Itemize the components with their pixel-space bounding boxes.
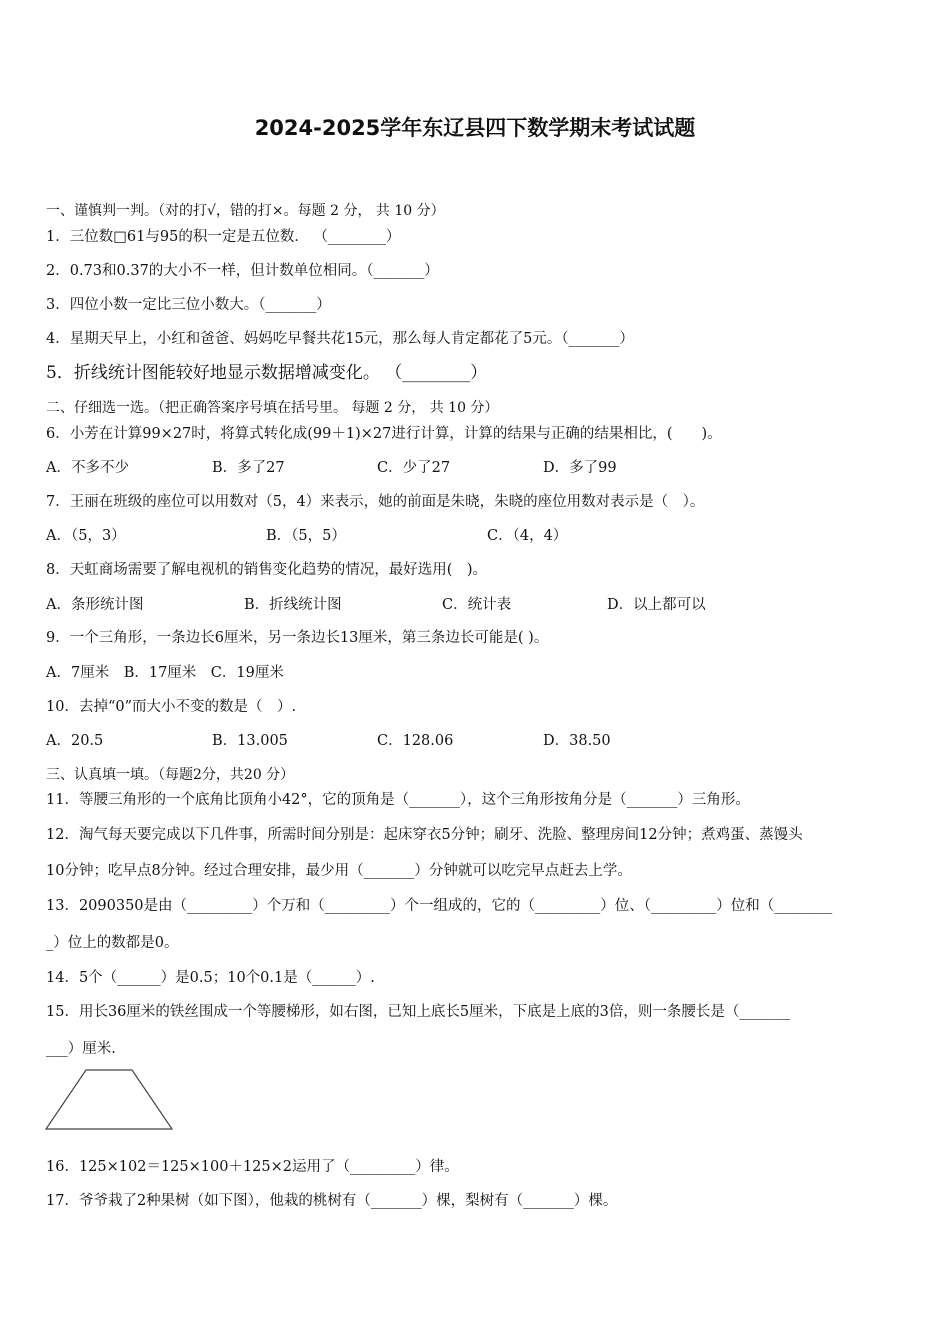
question-8: 8．天虹商场需要了解电视机的销售变化趋势的情况，最好选用( )。 xyxy=(46,562,488,578)
question-9: 9．一个三角形，一条边长6厘米，另一条边长13厘米，第三条边长可能是( )。 xyxy=(46,630,549,646)
q7-option-b: B．（5，5） xyxy=(266,528,346,544)
page-title: 2024-2025学年东辽县四下数学期末考试试题 xyxy=(254,116,696,140)
question-7: 7．王丽在班级的座位可以用数对（5，4）来表示，她的前面是朱晓，朱晓的座位用数对表示是（ ）。 xyxy=(46,494,705,510)
q6-option-c: C．少了27 xyxy=(377,460,451,476)
q6-option-d: D．多了99 xyxy=(543,460,617,476)
q10-option-a: A．20.5 xyxy=(46,733,104,749)
section-heading-fill: 三、认真填一填。（每题2分，共20 分） xyxy=(46,767,295,783)
question-6: 6．小芳在计算99×27时，将算式转化成(99＋1)×27进行计算，计算的结果与正确的结果相比，( )。 xyxy=(46,426,722,442)
question-17: 17．爷爷栽了2种果树（如下图），他栽的桃树有（_______）棵，梨树有（_______）棵。 xyxy=(46,1193,618,1209)
q10-option-b: B．13.005 xyxy=(212,733,288,749)
q8-option-a: A．条形统计图 xyxy=(46,597,144,613)
section-heading-judge: 一、谨慎判一判。（对的打√，错的打×。每题 2 分， 共 10 分） xyxy=(46,203,445,219)
question-12-line-1: 12．淘气每天要完成以下几件事，所需时间分别是：起床穿衣5分钟；刷牙、洗脸、整理房间12分钟；煮鸡蛋、蒸馒头 xyxy=(46,827,803,843)
question-5: 5．折线统计图能较好地显示数据增减变化。 （________） xyxy=(46,363,488,383)
question-11: 11．等腰三角形的一个底角比顶角小42°，它的顶角是（_______），这个三角形按角分是（_______）三角形。 xyxy=(46,792,750,808)
question-10: 10．去掉“0”而大小不变的数是（ ）. xyxy=(46,699,297,715)
q6-option-b: B．多了27 xyxy=(212,460,285,476)
question-15-line-1: 15．用长36厘米的铁丝围成一个等腰梯形，如右图，已知上底长5厘米，下底是上底的3倍，则一条腰长是（_______ xyxy=(46,1004,791,1020)
q9-options: A．7厘米 B．17厘米 C．19厘米 xyxy=(46,665,284,681)
q8-option-b: B．折线统计图 xyxy=(244,597,342,613)
section-heading-choice: 二、仔细选一选。（把正确答案序号填在括号里。 每题 2 分， 共 10 分） xyxy=(46,400,499,416)
q7-option-c: C．（4，4） xyxy=(487,528,568,544)
q10-option-d: D．38.50 xyxy=(543,733,611,749)
q8-option-d: D．以上都可以 xyxy=(607,597,706,613)
q10-option-c: C．128.06 xyxy=(377,733,454,749)
question-1: 1．三位数□61与95的积一定是五位数． （________） xyxy=(46,229,401,245)
trapezoid-shape xyxy=(46,1070,172,1129)
question-3: 3．四位小数一定比三位小数大。（_______） xyxy=(46,297,331,313)
question-14: 14．5个（______）是0.5；10个0.1是（______）. xyxy=(46,970,375,986)
question-16: 16．125×102＝125×100＋125×2运用了（_________）律。 xyxy=(46,1159,459,1175)
question-15-line-2: ___）厘米. xyxy=(46,1041,116,1057)
question-12-line-2: 10分钟；吃早点8分钟。经过合理安排，最少用（_______）分钟就可以吃完早点赶去上学。 xyxy=(46,863,632,879)
q8-option-c: C．统计表 xyxy=(442,597,512,613)
q6-option-a: A．不多不少 xyxy=(46,460,129,476)
q7-option-a: A．（5，3） xyxy=(46,528,126,544)
question-2: 2．0.73和0.37的大小不一样，但计数单位相同。（_______） xyxy=(46,263,439,279)
trapezoid-figure xyxy=(44,1068,174,1132)
question-13-line-2: _）位上的数都是0。 xyxy=(46,935,179,951)
question-13-line-1: 13．2090350是由（_________）个万和（_________）个一组成的，它的（_________）位、（_________）位和（________ xyxy=(46,898,833,914)
question-4: 4．星期天早上，小红和爸爸、妈妈吃早餐共花15元，那么每人肯定都花了5元。（_______） xyxy=(46,331,634,347)
